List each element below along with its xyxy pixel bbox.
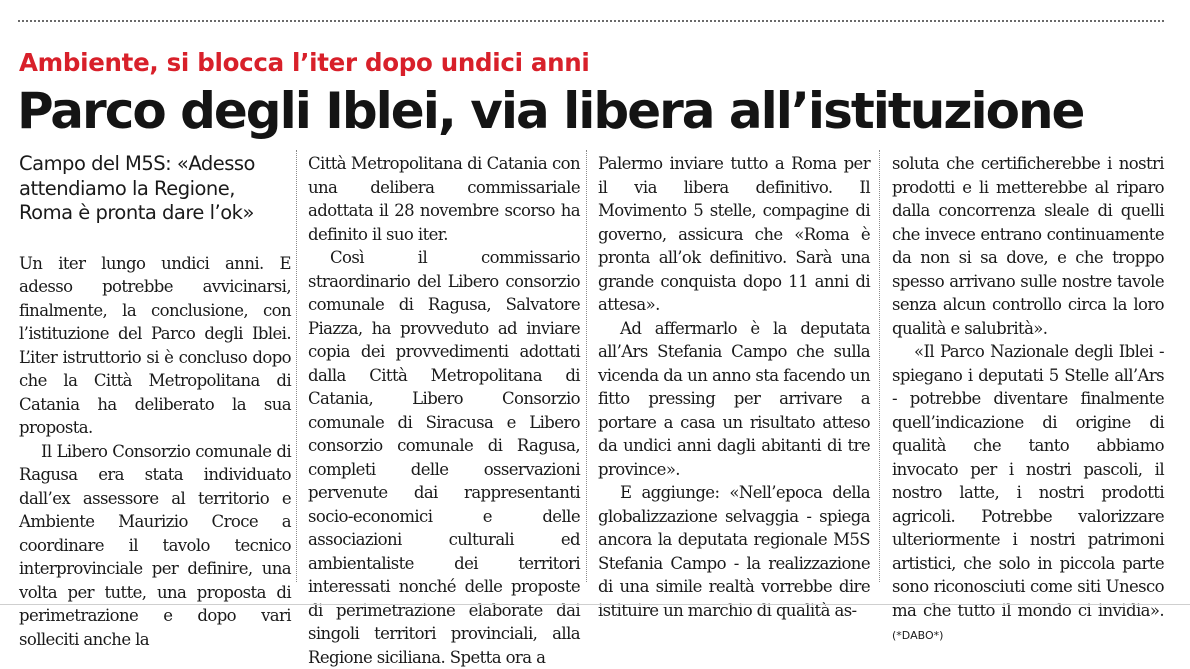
paragraph bbox=[892, 340, 1164, 648]
article-column-2 bbox=[308, 152, 580, 669]
article-column-4 bbox=[892, 152, 1164, 648]
paragraph: Palermo inviare tutto a Roma per il via libera definitivo. Il Movimento 5 stelle, compagine di governo, assicura che «Roma è pronta all’ok definitivo. Sarà una grande conquista dopo 11 anni di attesa». bbox=[598, 154, 870, 314]
article-column-1 bbox=[19, 152, 291, 651]
bottom-rule bbox=[0, 604, 1190, 605]
paragraph: Città Metropolitana di Catania con una delibera commissariale adottata il 28 novembre scorso ha definito il suo iter. bbox=[308, 154, 580, 244]
paragraph: soluta che certificherebbe i nostri prodotti e li metterebbe al riparo dalla concorrenza sleale di quelli che invece entrano continuamente da non si sa dove, e che troppo spesso arrivano sulle nostre tavole senza alcun controllo circa la loro qualità e salubrità». bbox=[892, 154, 1164, 338]
article-kicker: Ambiente, si blocca l’iter dopo undici anni bbox=[19, 48, 590, 77]
paragraph: Il Libero Consorzio comunale di Ragusa era stata individuato dall’ex assessore al territorio e Ambiente Maurizio Croce a coordinare il tavolo tecnico interprovinciale per definire, una volta per tutte, una proposta di perimetrazione e dopo vari solleciti anche la bbox=[19, 441, 291, 649]
paragraph: Ad affermarlo è la deputata all’Ars Stefania Campo che sulla vicenda da un anno sta facendo un fitto pressing per arrivare a portare a casa un risultato atteso da undici anni dagli abitanti di tre province». bbox=[598, 318, 870, 479]
column-separator bbox=[586, 150, 587, 582]
top-dotted-rule bbox=[18, 20, 1164, 22]
paragraph-text: «Il Parco Nazionale degli Iblei - spiegano i deputati 5 Stelle all’Ars - potrebbe diventare finalmente quell’indicazione di origine di qualità che tanto abbiamo invocato per i nostri pascoli, il nostro latte, i nostri prodotti agricoli. Potrebbe valorizzare ulteriormente i nostri patrimoni artistici, che solo in piccola parte sono riconosciuti come siti Unesco ma che tutto il mondo ci invidia». bbox=[892, 342, 1164, 620]
article-headline: Parco degli Iblei, via libera all’istituzione bbox=[17, 82, 1084, 140]
paragraph: E aggiunge: «Nell’epoca della globalizzazione selvaggia - spiega ancora la deputata regionale M5S Stefania Campo - la realizzazione di una simile realtà vorrebbe dire istituire un marchio di qualità as- bbox=[598, 483, 870, 620]
paragraph: Un iter lungo undici anni. E adesso potrebbe avvicinarsi, finalmente, la conclusione, con l’istituzione del Parco degli Iblei. L’iter istruttorio si è concluso dopo che la Città Metropolitana di Catania ha deliberato la sua proposta. bbox=[19, 253, 291, 437]
article-column-3 bbox=[598, 152, 870, 622]
column-separator bbox=[296, 150, 297, 582]
author-signature: (*DABO*) bbox=[892, 629, 944, 642]
article-subhead: Campo del M5S: «Adesso attendiamo la Regione, Roma è pronta dare l’ok» bbox=[19, 152, 255, 224]
paragraph: Così il commissario straordinario del Libero consorzio comunale di Ragusa, Salvatore Piazza, ha provveduto ad inviare copia dei provvedimenti adottati dalla Città Metropolitana di Catania, Libero Consorzio comunale di Siracusa e Libero consorzio comunale di Ragusa, completi delle osservazioni pervenute dai rappresentanti socio-economici e delle associazioni culturali ed ambientaliste dei territori interessati nonché delle proposte di perimetrazione elaborate dai singoli territori provinciali, alla Regione siciliana. Spetta ora a bbox=[308, 248, 580, 667]
column-separator bbox=[879, 150, 880, 582]
